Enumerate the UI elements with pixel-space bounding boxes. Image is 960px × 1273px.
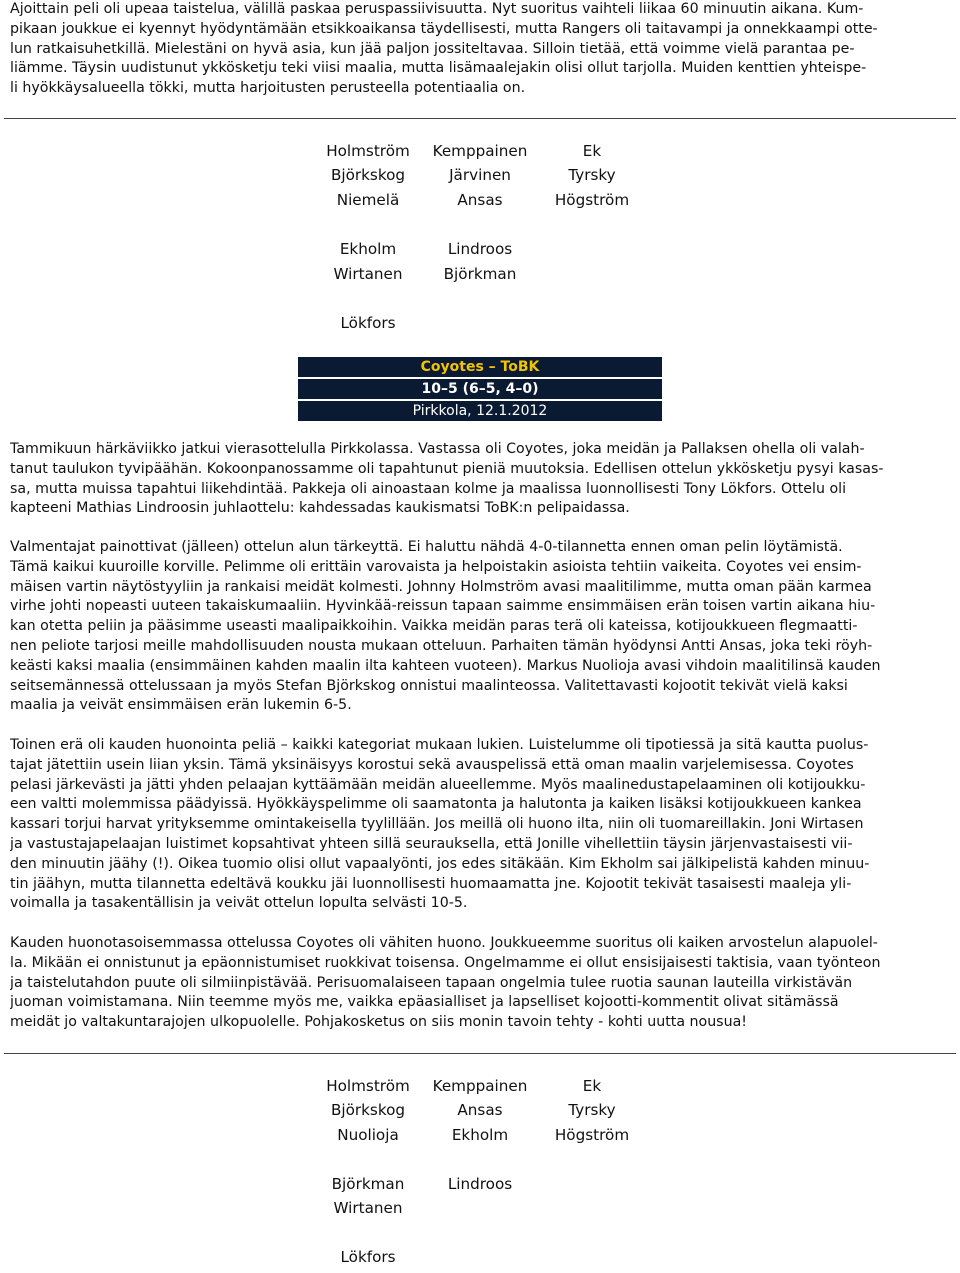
- player-name: Högström: [554, 191, 630, 209]
- player-name: Björkman: [331, 1175, 405, 1193]
- text-line: tin jäähyn, mutta tilannetta edeltävä koukku jäi luonnollisesti huomaamatta jne. Kojootit tekivät tasaisesti maaleja yli-: [10, 875, 852, 892]
- text-line: seitsemännessä ottelussaan ja myös Stefan Björkskog onnistui maalinteossa. Valitettavasti kojootit tekivät vielä kaksi: [10, 677, 848, 694]
- player-name: Wirtanen: [333, 1199, 403, 1217]
- text-line: sa, mutta muissa tapahtui liikehdintää. Pakkeja oli ainoastaan kolme ja maalissa luonnollisesti Tony Lökfors. Ottelu oli: [10, 480, 847, 497]
- player-name: Björkskog: [330, 1101, 406, 1119]
- text-line: mäisen vartin näytöstyyliin ja rankaisi meidät kolmesti. Johnny Holmström avasi maalitilimme, mutta oman pään karmea: [10, 578, 872, 595]
- text-line: tanut taulukon tyvipäähän. Kokoonpanossamme oli tapahtunut pieniä muutoksia. Edellisen ottelun ykkösketju pysyi kasas-: [10, 460, 884, 477]
- player-name: Kemppainen: [432, 142, 528, 160]
- player-name: Ek: [582, 142, 602, 160]
- player-name: Högström: [554, 1126, 630, 1144]
- text-line: li hyökkäysalueella tökki, mutta harjoitusten perusteella potentiaalia on.: [10, 80, 526, 97]
- text-line: kapteeni Mathias Lindroosin juhlaottelu: kahdessadas kaukismatsi ToBK:n pelipaidassa.: [10, 500, 630, 517]
- player-name: Ekholm: [339, 240, 397, 258]
- goalie-name: Lökfors: [340, 1248, 396, 1266]
- player-name: Björkman: [443, 265, 517, 283]
- text-line: maalia ja veivät ensimmäisen erän lukemin 6-5.: [10, 697, 352, 714]
- text-line: Tämä kaikui kuuroille korville. Pelimme oli erittäin varovaista ja helpoistakin asioista tehtiin vaikeita. Coyotes vei ensim-: [10, 558, 862, 575]
- text-line: lun ratkaisuhetkillä. Mielestäni on hyvä asia, kun jää paljon jossiteltavaa. Silloin tietää, että voimme vielä parantaa pe-: [10, 40, 855, 57]
- text-line: virhe johti nopeasti uuteen takaiskumaaliin. Hyvinkää-reissun tapaan saimme ensimmäisen erän toisen vartin aikana hiu-: [10, 598, 876, 615]
- text-line: pikaan joukkue ei kyennyt hyödyntämään etsikkoaikansa täydellisesti, mutta Rangers oli taitavampi ja onnekkaampi otte-: [10, 20, 878, 37]
- text-line: la. Mikään ei onnistunut ja epäonnistumiset ruokkivat toisensa. Ongelmamme ei ollut ensisijaisesti taktisia, vaan työnteon: [10, 954, 881, 971]
- text-line: meidät jo valtakuntarajojen ulkopuolelle. Pohjakosketus on siis monin tavoin tehty - kohti uutta nousua!: [10, 1014, 747, 1031]
- text-line: ja vastustajapelaajan luistimet kopsahtivat yhteen sillä seurauksella, että Jonille vihellettiin täysin järjenvastaisesti vii-: [10, 835, 853, 852]
- player-name: Holmström: [326, 142, 410, 160]
- player-name: Ekholm: [451, 1126, 509, 1144]
- text-line: pelasi järkevästi ja jätti yhden pelaajan kyttäämään meidän alueellemme. Myös maalinedustapelaaminen oli kotijoukku-: [10, 776, 866, 793]
- player-name: Järvinen: [449, 166, 511, 184]
- text-line: een valtti molemmissa päädyissä. Hyökkäyspelimme oli saamatonta ja halutonta ja kaiken lisäksi kotijoukkueen kankea: [10, 796, 862, 813]
- player-name: Tyrsky: [568, 166, 616, 184]
- intro-paragraph: [10, 0, 950, 99]
- text-line: Kauden huonotasoisemmassa ottelussa Coyotes oli vähiten huono. Joukkueemme suoritus oli kaiken arvostelun alapuolel-: [10, 935, 878, 951]
- player-name: Lindroos: [447, 1175, 513, 1193]
- text-line: voimalla ja tasakentällisin ja veivät ottelun lopulta selvästi 10-5.: [10, 895, 468, 912]
- player-name: Nuolioja: [337, 1126, 399, 1144]
- text-line: kassari torjui harvat yrityksemme omintakeisella tyylillään. Jos meillä oli huono ilta, niin oli tuomareillakin. Joni Wirtasen: [10, 816, 864, 833]
- player-name: Niemelä: [336, 191, 400, 209]
- player-name: Ek: [582, 1077, 602, 1095]
- text-line: Ajoittain peli oli upeaa taistelua, välillä paskaa peruspassiivisuutta. Nyt suoritus vaihteli liikaa 60 minuutin aikana. Kum-: [10, 1, 864, 17]
- player-name: Wirtanen: [333, 265, 403, 283]
- article-paragraph-1: [10, 440, 950, 519]
- text-line: Toinen erä oli kauden huonointa peliä – kaikki kategoriat mukaan lukien. Luistelumme oli tipotiessä ja sitä kautta puolus-: [10, 737, 869, 753]
- text-line: ja taistelutahdon puute oli silmiinpistävää. Perisuomalaiseen tapaan ongelmia tulee ruotia saunan lauteilla virkistävän: [10, 974, 853, 991]
- text-line: Valmentajat painottivat (jälleen) ottelun alun tärkeyttä. Ei haluttu nähdä 4-0-tilannetta ennen oman pelin löytämistä.: [10, 539, 843, 555]
- player-name: Lindroos: [447, 240, 513, 258]
- divider: [4, 1053, 956, 1054]
- text-line: liämme. Täysin uudistunut ykkösketju teki viisi maalia, mutta lisämaalejakin olisi ollut tarjolla. Muiden kenttien yhteispe-: [10, 60, 867, 77]
- goalie-name: Lökfors: [340, 314, 396, 332]
- article-paragraph-3: [10, 736, 950, 914]
- player-name: Ansas: [457, 191, 503, 209]
- text-line: den minuutin jäähy (!). Oikea tuomio olisi ollut vapaalyönti, jos edes sitäkään. Kim Ekholm sai jälkipelistä kahden minuu-: [10, 855, 870, 872]
- match-teams: Coyotes – ToBK: [298, 357, 662, 377]
- player-name: Ansas: [457, 1101, 503, 1119]
- match-place-date: Pirkkola, 12.1.2012: [298, 401, 662, 421]
- text-line: tajat jätettiin usein liian yksin. Tämä yksinäisyys korostui sekä avauspelissä että oman maalin varjelemisessa. Coyotes: [10, 756, 854, 773]
- text-line: kan otetta peliin ja pääsimme useasti maalipaikkoihin. Vaikka meidän paras terä oli kateissa, kotijoukkueen flegmaatti-: [10, 618, 858, 635]
- score-box: [298, 357, 662, 423]
- text-line: keästi kaksi maalia (ensimmäinen kahden maalin ilta kahteen vuoteen). Markus Nuolioja avasi vihdoin maalitilinsä kauden: [10, 657, 881, 674]
- divider: [4, 118, 956, 119]
- text-line: Tammikuun härkäviikko jatkui vierasottelulla Pirkkolassa. Vastassa oli Coyotes, joka meidän ja Pallaksen ohella oli valah-: [10, 441, 865, 457]
- text-line: nen peliote tarjosi meille mahdollisuuden nousta mukaan otteluun. Parhaiten tämän hyödynsi Antti Ansas, joka teki röyh-: [10, 637, 873, 654]
- article-paragraph-2: [10, 538, 950, 716]
- player-name: Kemppainen: [432, 1077, 528, 1095]
- article-paragraph-4: [10, 934, 950, 1033]
- text-line: juoman voimistamana. Niin teemme myös me, vaikka epäasialliset ja lapselliset kojootti-kommentit olivat sitämässä: [10, 994, 839, 1011]
- player-name: Holmström: [326, 1077, 410, 1095]
- player-name: Tyrsky: [568, 1101, 616, 1119]
- match-result: 10–5 (6–5, 4–0): [298, 379, 662, 399]
- player-name: Björkskog: [330, 166, 406, 184]
